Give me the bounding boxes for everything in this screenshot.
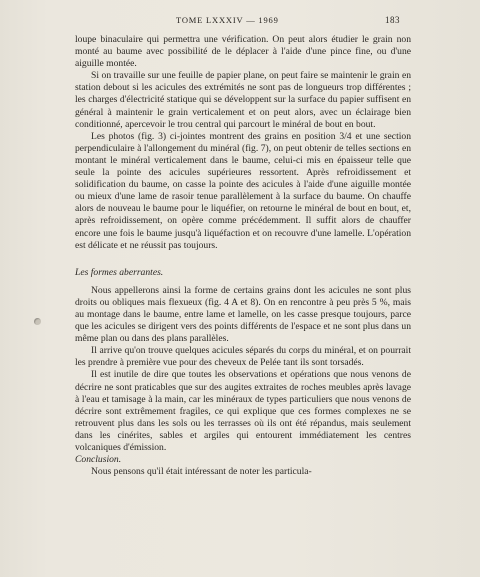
binder-hole xyxy=(34,318,41,325)
body-text xyxy=(75,34,411,478)
section-heading-conclusion: Conclusion. xyxy=(75,454,122,466)
paragraph: Nous pensons qu'il était intéressant de noter les particula- xyxy=(91,466,312,478)
paragraph: Il arrive qu'on trouve quelques acicules séparés du corps du minéral, et on pourrait les prendre à première vue pour des cheveux de Pelée tant ils sont torsadés. xyxy=(75,345,411,369)
paragraph: Nous appellerons ainsi la forme de certains grains dont les acicules ne sont plus droits ou obliques mais flexueux (fig. 4 A et 8). On en rencontre à peu près 5 %, mais au montage dans le baume, entre lame et lamelle, on les casse presque toujours, parce que les acicules se dirigent vers des points différents de l'espace et ne sont plus dans un même plan ou dans des plans parallèles. xyxy=(75,284,411,345)
paragraph: Les photos (fig. 3) ci-jointes montrent des grains en position 3/4 et une section perpendiculaire à l'allongement du minéral (fig. 7), on peut obtenir de telles sections en montant le minéral verticalement dans le baume, celui-ci mis en épaisseur telle que seule la pointe des acicules supérieures ressortent. Après refroidissement et solidification du baume, on casse la pointe des acicules à l'aide d'une aiguille montée ou mieux d'une lame de rasoir tenue parallèlement à la surface du baume. On chauffe alors de nouveau le baume pour le liquéfier, on retourne le minéral de bout en bout, et, après refroidissement, on opère comme précédemment. Il suffit alors de chauffer encore une fois le baume jusqu'à liquéfaction et on recouvre d'une lamelle. L'opération est délicate et ne réussit pas toujours. xyxy=(75,130,411,251)
section-heading-aberrant: Les formes aberrantes. xyxy=(75,266,164,278)
paragraph: Il est inutile de dire que toutes les observations et opérations que nous venons de décrire ne sont praticables que sur des augites extraites de roches meubles après lavage à l'eau et tamisage à la main, car les minéraux de types particuliers que nous venons de décrire sont extrêmement fragiles, ce qui explique que ces formes complexes ne se retrouvent plus dans les sols ou les terrasses où ils ont été répandus, mais seulement dans les cinérites, sables et argiles qui entourent immédiatement les centres volcaniques d'émission. xyxy=(75,369,411,453)
paragraph-continued: loupe binaculaire qui permettra une vérification. On peut alors étudier le grain non monté au baume avec possibilité de le déplacer à l'aide d'une pince fine, ou d'une aiguille montée. xyxy=(75,34,411,70)
page-number: 183 xyxy=(385,15,400,25)
paragraph: Si on travaille sur une feuille de papier plane, on peut faire se maintenir le grain en station debout si les acicules des extrémités ne sont pas de longueurs trop différentes ; les charges d'électricité statique qui se développent sur la surface du papier suffisent en général à maintenir le grain verticalement et on peut alors, avec un éclairage bien conditionné, apercevoir le trou central qui parcourt le minéral de bout en bout. xyxy=(75,70,411,130)
running-head: TOME LXXXIV — 1969 xyxy=(176,15,279,25)
page-header xyxy=(0,15,480,29)
